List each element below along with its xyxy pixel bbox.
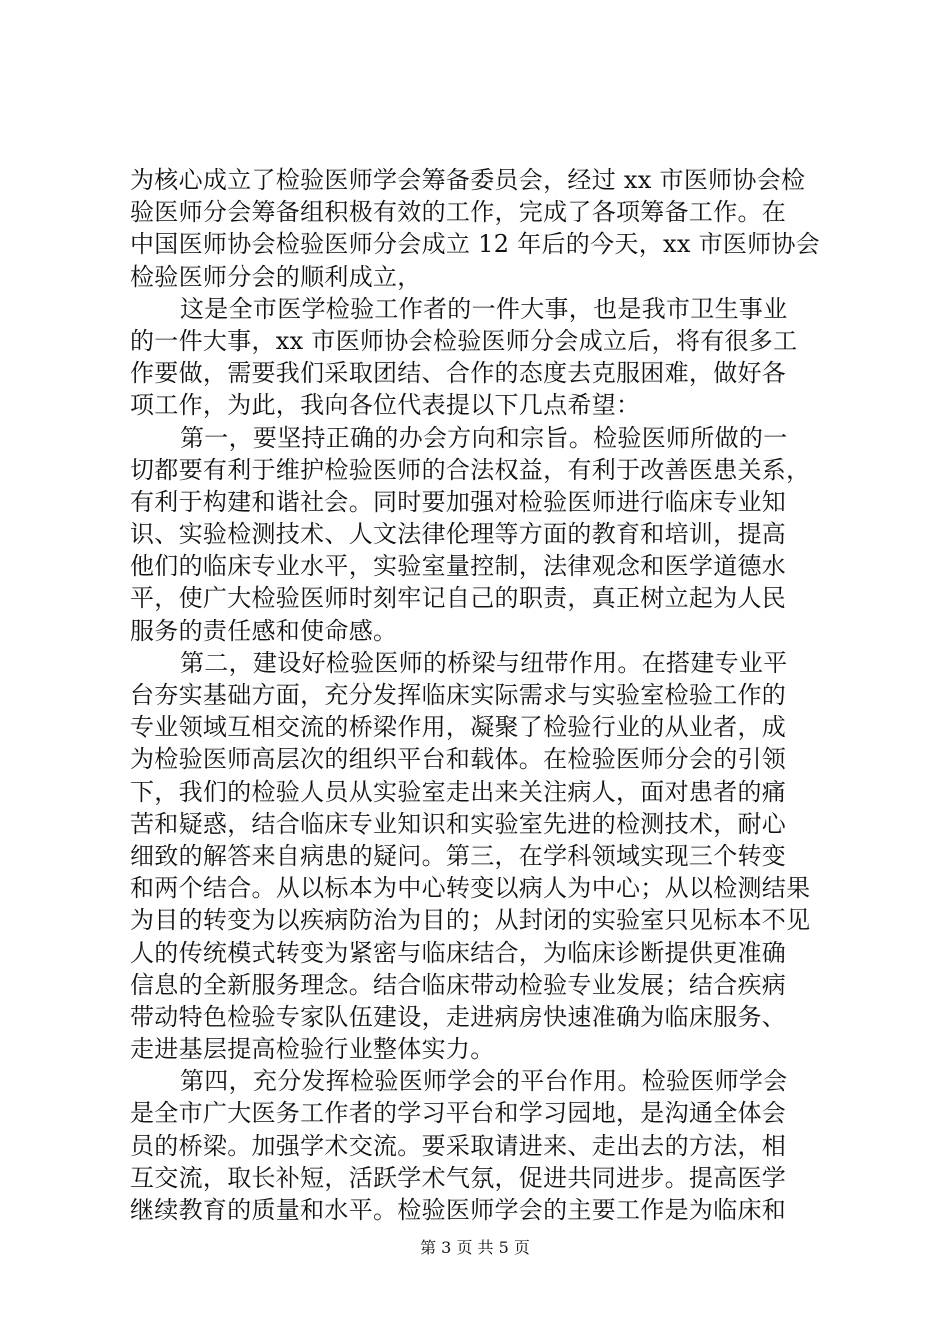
text-line: 第四，充分发挥检验医师学会的平台作用。检验医师学会: [180, 1067, 788, 1096]
text-line: 信息的全新服务理念。结合临床带动检验专业发展；结合疾病: [130, 970, 787, 999]
text-line: 检验医师分会的顺利成立，: [130, 262, 422, 291]
text-line: 切都要有利于维护检验医师的合法权益，有利于改善医患关系，: [130, 455, 811, 484]
text-line: 的一件大事，xx 市医师协会检验医师分会成立后，将有很多工: [130, 326, 798, 355]
text-line: 细致的解答来自病患的疑问。第三，在学科领域实现三个转变: [130, 841, 787, 870]
text-line: 和两个结合。从以标本为中心转变以病人为中心；从以检测结果: [130, 874, 811, 903]
text-line: 继续教育的质量和水平。检验医师学会的主要工作是为临床和: [130, 1196, 787, 1224]
text-line: 苦和疑惑，结合临床专业知识和实验室先进的检测技术，耐心: [130, 809, 787, 838]
text-line: 这是全市医学检验工作者的一件大事，也是我市卫生事业: [180, 294, 788, 323]
document-body: [130, 164, 820, 1226]
text-line: 项工作，为此，我向各位代表提以下几点希望：: [130, 391, 641, 420]
text-line: 第二，建设好检验医师的桥梁与纽带作用。在搭建专业平: [180, 648, 788, 677]
text-line: 中国医师协会检验医师分会成立 12 年后的今天，xx 市医师协会: [130, 230, 821, 259]
text-line: 作要做，需要我们采取团结、合作的态度去克服困难，做好各: [130, 359, 787, 388]
text-line: 台夯实基础方面，充分发挥临床实际需求与实验室检验工作的: [130, 681, 787, 709]
text-line: 为检验医师高层次的组织平台和载体。在检验医师分会的引领: [130, 745, 787, 774]
text-line: 互交流，取长补短，活跃学术气氛，促进共同进步。提高医学: [130, 1163, 787, 1192]
text-line: 识、实验检测技术、人文法律伦理等方面的教育和培训，提高: [130, 520, 787, 549]
text-line: 他们的临床专业水平，实验室量控制，法律观念和医学道德水: [130, 552, 787, 581]
text-line: 带动特色检验专家队伍建设，走进病房快速准确为临床服务、: [130, 1002, 787, 1031]
text-line: 平，使广大检验医师时刻牢记自己的职责，真正树立起为人民: [130, 584, 787, 613]
text-line: 第一，要坚持正确的办会方向和宗旨。检验医师所做的一: [180, 423, 788, 452]
text-line: 是全市广大医务工作者的学习平台和学习园地，是沟通全体会: [130, 1099, 787, 1128]
text-line: 人的传统模式转变为紧密与临床结合，为临床诊断提供更准确: [130, 938, 787, 967]
text-line: 为目的转变为以疾病防治为目的；从封闭的实验室只见标本不见: [130, 906, 811, 935]
text-line: 专业领域互相交流的桥梁作用，凝聚了检验行业的从业者，成: [130, 713, 787, 742]
page-number-footer: 第 3 页 共 5 页: [420, 1238, 530, 1257]
text-line: 员的桥梁。加强学术交流。要采取请进来、走出去的方法，相: [130, 1131, 787, 1160]
text-line: 服务的责任感和使命感。: [130, 616, 398, 645]
text-line: 验医师分会筹备组积极有效的工作，完成了各项筹备工作。在: [130, 198, 787, 227]
text-line: 走进基层提高检验行业整体实力。: [130, 1035, 495, 1064]
text-line: 有利于构建和谐社会。同时要加强对检验医师进行临床专业知: [130, 487, 787, 516]
text-line: 下，我们的检验人员从实验室走出来关注病人，面对患者的痛: [130, 777, 787, 806]
text-line: 为核心成立了检验医师学会筹备委员会，经过 xx 市医师协会检: [130, 166, 806, 194]
